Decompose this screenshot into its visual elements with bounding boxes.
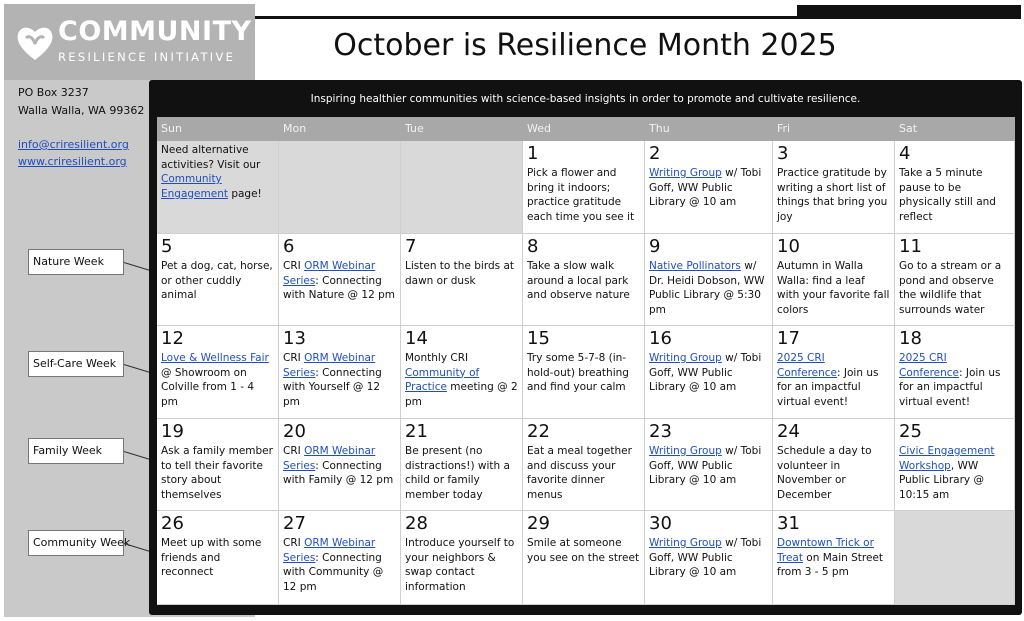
calendar-day-7: [401, 234, 523, 326]
activity-text: CRI: [283, 352, 305, 364]
event-link[interactable]: Writing Group: [649, 537, 722, 549]
day-of-week-mon: Mon: [283, 122, 307, 135]
activity-text: Schedule a day to volunteer in November or December: [777, 445, 872, 501]
activity-text: : Connecting with Nature @ 12 pm: [283, 274, 395, 301]
activity-text: Try some 5-7-8 (in-hold-out) breathing and find your calm: [527, 352, 629, 393]
activity-text: w/ Tobi Goff, WW Public Library @ 10 am: [649, 167, 762, 208]
activity-text: w/ Tobi Goff, WW Public Library @ 10 am: [649, 445, 762, 486]
calendar-day-14: [401, 326, 523, 419]
calendar-day-2: [645, 141, 773, 234]
calendar-day-20: [279, 419, 401, 511]
activity-text: Eat a meal together and discuss your favorite dinner menus: [527, 445, 632, 501]
day-number: 24: [777, 421, 800, 442]
week-label-community: Community Week: [28, 530, 124, 556]
day-of-week-row: [157, 117, 1015, 141]
calendar-day-10: [773, 234, 895, 326]
calendar-empty-cell: [157, 141, 279, 234]
day-activity: [899, 259, 1010, 317]
logo-tagline: RESILIENCE INITIATIVE: [58, 50, 236, 64]
activity-text: Be present (no distractions!) with a child or family member today: [405, 445, 510, 501]
day-number: 28: [405, 513, 428, 534]
activity-text: w/ Tobi Goff, WW Public Library @ 10 am: [649, 537, 762, 578]
activity-text: , WW Public Library @ 10:15 am: [899, 459, 984, 501]
page-title: October is Resilience Month 2025: [333, 28, 837, 63]
day-number: 11: [899, 236, 922, 257]
day-number: 1: [527, 143, 539, 164]
day-activity: [527, 536, 640, 565]
event-link[interactable]: Civic Engagement Workshop: [899, 445, 995, 472]
event-link[interactable]: Writing Group: [649, 352, 722, 364]
day-of-week-tue: Tue: [405, 122, 424, 135]
day-activity: [649, 444, 768, 488]
day-number: 10: [777, 236, 800, 257]
day-activity: [405, 351, 518, 409]
day-activity: [777, 259, 890, 317]
day-activity: [527, 444, 640, 502]
activity-text: CRI: [283, 260, 305, 272]
calendar-subtitle: Inspiring healthier communities with science-based insights in order to promote and cultivate resilience.: [310, 93, 861, 105]
week-label-nature: Nature Week: [28, 249, 124, 275]
heart-hands-icon: [14, 22, 56, 64]
address-line-1: PO Box 3237: [18, 86, 89, 99]
day-number: 26: [161, 513, 184, 534]
day-activity: [161, 259, 274, 303]
activity-text: w/ Dr. Heidi Dobson, WW Public Library @ 5:30 pm: [649, 260, 765, 316]
calendar-day-29: [523, 511, 645, 605]
day-activity: [649, 166, 768, 210]
event-link[interactable]: ORM Webinar Series: [283, 537, 376, 564]
calendar-day-24: [773, 419, 895, 511]
event-link[interactable]: Writing Group: [649, 167, 722, 179]
day-number: 27: [283, 513, 306, 534]
day-activity: [405, 259, 518, 288]
calendar-day-21: [401, 419, 523, 511]
event-link[interactable]: Writing Group: [649, 445, 722, 457]
logo-title: COMMUNITY: [58, 16, 252, 47]
activity-text: Smile at someone you see on the street: [527, 537, 640, 564]
day-number: 6: [283, 236, 295, 257]
logo: [4, 4, 255, 80]
week-label-self-care: Self-Care Week: [28, 351, 124, 377]
event-link[interactable]: Community Engagement: [161, 173, 228, 200]
address-line-2: Walla Walla, WA 99362: [18, 104, 145, 117]
event-link[interactable]: Downtown Trick or Treat: [777, 537, 874, 564]
day-activity: [899, 444, 1010, 502]
day-activity: [527, 351, 640, 395]
header-bar: [797, 5, 1021, 19]
calendar-day-26: [157, 511, 279, 605]
email-link[interactable]: info@criresilient.org: [18, 138, 129, 151]
day-activity: [649, 259, 768, 317]
calendar-day-3: [773, 141, 895, 234]
day-activity: [527, 166, 640, 224]
event-link[interactable]: ORM Webinar Series: [283, 260, 376, 287]
day-of-week-fri: Fri: [777, 122, 791, 135]
event-link[interactable]: Native Pollinators: [649, 260, 741, 272]
website-link-wrap: [18, 155, 127, 168]
day-activity: [899, 351, 1010, 409]
day-number: 12: [161, 328, 184, 349]
activity-text: CRI: [283, 445, 305, 457]
event-link[interactable]: 2025 CRI Conference: [777, 352, 838, 379]
day-activity: [283, 444, 396, 488]
day-number: 29: [527, 513, 550, 534]
day-activity: [777, 536, 890, 580]
event-link[interactable]: Community of Practice: [405, 366, 480, 393]
day-activity: [283, 536, 396, 594]
day-activity: [161, 536, 274, 580]
activity-text: Go to a stream or a pond and observe the wildlife that surrounds water: [899, 260, 1002, 316]
calendar-empty-cell: [401, 141, 523, 234]
calendar-day-25: [895, 419, 1015, 511]
day-activity: [161, 444, 274, 502]
day-number: 8: [527, 236, 539, 257]
calendar-day-30: [645, 511, 773, 605]
activity-text: : Connecting with Yourself @ 12 pm: [283, 366, 382, 408]
calendar-day-13: [279, 326, 401, 419]
day-activity: [649, 351, 768, 395]
activity-text: Pet a dog, cat, horse, or other cuddly animal: [161, 260, 273, 301]
day-number: 16: [649, 328, 672, 349]
calendar-day-17: [773, 326, 895, 419]
calendar-day-9: [645, 234, 773, 326]
day-number: 3: [777, 143, 789, 164]
day-of-week-sat: Sat: [899, 122, 918, 135]
calendar-day-4: [895, 141, 1015, 234]
event-link[interactable]: 2025 CRI Conference: [899, 352, 960, 379]
activity-text: : Connecting with Community @ 12 pm: [283, 551, 384, 593]
day-number: 5: [161, 236, 173, 257]
activity-text: CRI: [283, 537, 305, 549]
day-number: 20: [283, 421, 306, 442]
activity-text: Need alternative activities? Visit our: [161, 144, 261, 171]
week-label-family: Family Week: [28, 438, 124, 464]
activity-text: Take a 5 minute pause to be physically still and reflect: [899, 167, 996, 223]
day-number: 15: [527, 328, 550, 349]
calendar-day-15: [523, 326, 645, 419]
activity-text: Listen to the birds at dawn or dusk: [405, 260, 514, 287]
calendar-day-8: [523, 234, 645, 326]
calendar-day-1: [523, 141, 645, 234]
day-activity: [527, 259, 640, 303]
day-activity: [161, 351, 274, 409]
calendar-day-22: [523, 419, 645, 511]
calendar-empty-cell: [895, 511, 1015, 605]
calendar-day-31: [773, 511, 895, 605]
activity-text: Take a slow walk around a local park and observe nature: [527, 260, 630, 301]
day-number: 2: [649, 143, 661, 164]
day-number: 22: [527, 421, 550, 442]
day-of-week-wed: Wed: [527, 122, 551, 135]
day-activity: [899, 166, 1010, 224]
day-activity: [283, 351, 396, 409]
calendar-day-5: [157, 234, 279, 326]
activity-text: on Main Street from 3 - 5 pm: [777, 551, 884, 578]
day-activity: [283, 259, 396, 303]
email-link-wrap: [18, 138, 129, 151]
calendar-day-16: [645, 326, 773, 419]
activity-text: w/ Tobi Goff, WW Public Library @ 10 am: [649, 352, 762, 393]
activity-text: Meet up with some friends and reconnect: [161, 537, 262, 578]
activity-text: meeting @ 2 pm: [405, 381, 518, 408]
day-activity: [649, 536, 768, 580]
calendar-day-18: [895, 326, 1015, 419]
day-number: 21: [405, 421, 428, 442]
calendar-day-12: [157, 326, 279, 419]
day-number: 19: [161, 421, 184, 442]
day-activity: [405, 444, 518, 502]
day-number: 23: [649, 421, 672, 442]
website-link[interactable]: www.criresilient.org: [18, 155, 127, 168]
calendar-day-6: [279, 234, 401, 326]
calendar-empty-cell: [279, 141, 401, 234]
day-activity: [777, 444, 890, 502]
event-link[interactable]: Love & Wellness Fair: [161, 352, 269, 364]
activity-text: Introduce yourself to your neighbors & swap contact information: [405, 537, 515, 593]
calendar-day-28: [401, 511, 523, 605]
day-number: 25: [899, 421, 922, 442]
calendar-day-27: [279, 511, 401, 605]
day-number: 14: [405, 328, 428, 349]
activity-text: : Join us for an impactful virtual event!: [777, 366, 879, 408]
day-activity: [777, 351, 890, 409]
day-activity: [161, 143, 274, 201]
calendar-day-19: [157, 419, 279, 511]
activity-text: : Join us for an impactful virtual event!: [899, 366, 1001, 408]
calendar-day-23: [645, 419, 773, 511]
day-activity: [777, 166, 890, 224]
day-number: 4: [899, 143, 911, 164]
activity-text: Ask a family member to tell their favorite story about themselves: [161, 445, 273, 501]
day-number: 18: [899, 328, 922, 349]
event-link[interactable]: ORM Webinar Series: [283, 445, 376, 472]
activity-text: Pick a flower and bring it indoors; practice gratitude each time you see it: [527, 167, 635, 223]
activity-text: Autumn in Walla Walla: find a leaf with your favorite fall colors: [777, 260, 890, 316]
activity-text: page!: [227, 187, 262, 200]
day-number: 13: [283, 328, 306, 349]
day-number: 17: [777, 328, 800, 349]
day-of-week-sun: Sun: [161, 122, 182, 135]
activity-text: : Connecting with Family @ 12 pm: [283, 459, 394, 486]
activity-text: @ Showroom on Colville from 1 - 4 pm: [161, 366, 255, 408]
day-number: 7: [405, 236, 417, 257]
day-number: 9: [649, 236, 661, 257]
day-number: 31: [777, 513, 800, 534]
day-of-week-thu: Thu: [649, 122, 670, 135]
day-number: 30: [649, 513, 672, 534]
event-link[interactable]: ORM Webinar Series: [283, 352, 376, 379]
calendar-grid: [157, 117, 1015, 605]
activity-text: Practice gratitude by writing a short list of things that bring you joy: [777, 167, 888, 223]
calendar-day-11: [895, 234, 1015, 326]
day-activity: [405, 536, 518, 594]
activity-text: Monthly CRI: [405, 352, 469, 364]
